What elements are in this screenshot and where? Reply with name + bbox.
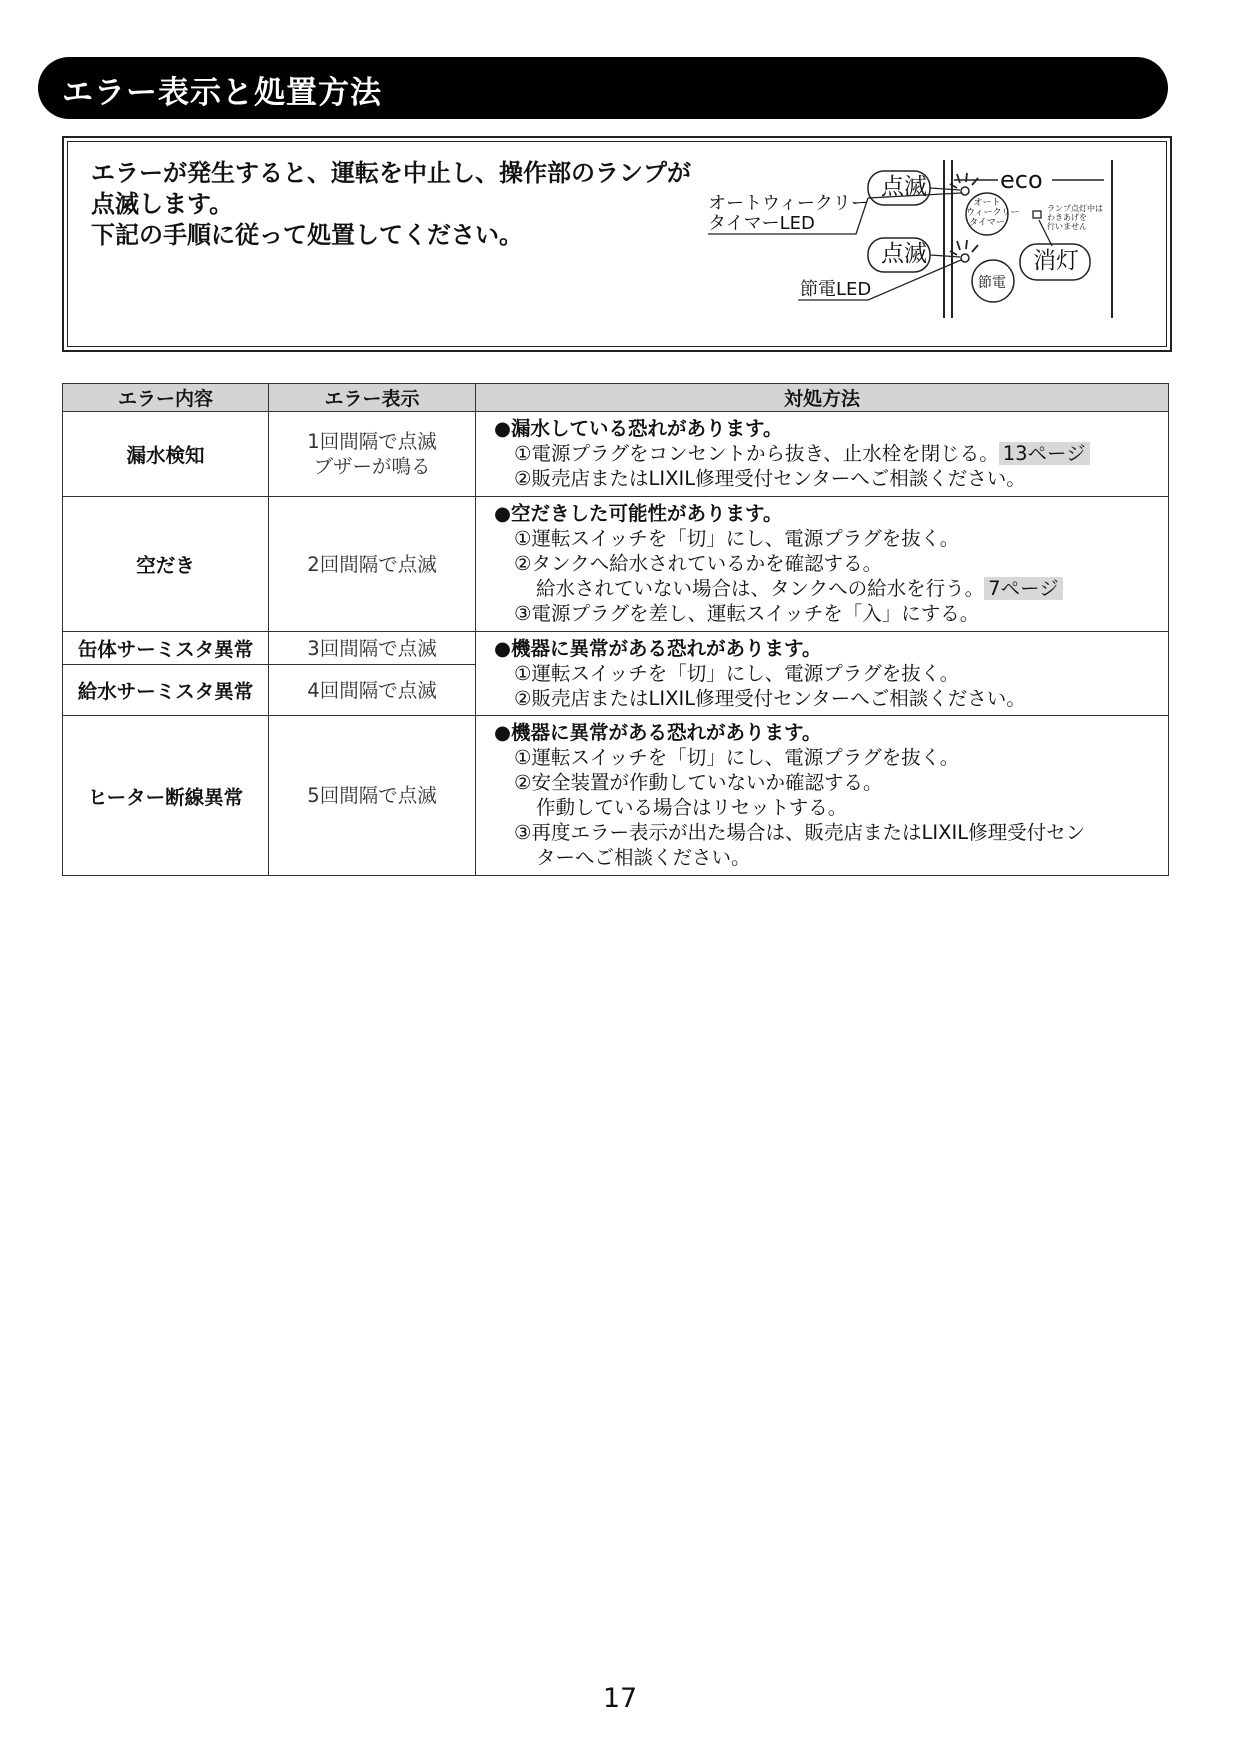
remedy-step: ③再度エラー表示が出た場合は、販売店またはLIXIL修理受付セン bbox=[514, 821, 1086, 844]
header-error-content: エラー内容 bbox=[63, 384, 269, 412]
notice-text bbox=[91, 158, 691, 251]
remedy-step: 作動している場合はリセットする。 bbox=[536, 796, 848, 819]
remedy-step: ①運転スイッチを「切」にし、電源プラグを抜く。 bbox=[514, 746, 960, 769]
error-display: 1回間隔で点滅 ブザーが鳴る bbox=[269, 412, 476, 497]
notice-line: 下記の手順に従って処置してください。 bbox=[91, 221, 523, 249]
blink-label: 点滅 bbox=[881, 241, 927, 267]
page-number: 17 bbox=[602, 1683, 638, 1714]
error-content: 給水サーミスタ異常 bbox=[63, 665, 269, 716]
timer-led-label: オートウィークリー bbox=[708, 193, 869, 214]
remedy-bullet: ●機器に異常がある恐れがあります。 bbox=[494, 721, 822, 744]
remedy-step: ③電源プラグを差し、運転スイッチを「入」にする。 bbox=[514, 602, 980, 625]
lamp-indicator bbox=[1033, 211, 1041, 218]
panel-drawing bbox=[708, 160, 1148, 330]
timer-led bbox=[961, 187, 969, 195]
timer-led-label: タイマーLED bbox=[708, 213, 815, 234]
off-label: 消灯 bbox=[1033, 248, 1079, 274]
error-content: 漏水検知 bbox=[63, 412, 269, 497]
remedy-step: ②安全装置が作動していないか確認する。 bbox=[514, 771, 883, 794]
error-display: 4回間隔で点滅 bbox=[269, 665, 476, 716]
timer-button-label: オート ウィークリー タイマー bbox=[966, 198, 1020, 228]
power-led-label: 節電LED bbox=[800, 279, 872, 300]
remedy-bullet: ●空だきした可能性があります。 bbox=[494, 502, 783, 525]
remedy-step: ②販売店またはLIXIL修理受付センターへご相談ください。 bbox=[514, 467, 1026, 490]
remedy-step: ②販売店またはLIXIL修理受付センターへご相談ください。 bbox=[514, 687, 1026, 710]
error-display: 2回間隔で点滅 bbox=[269, 497, 476, 632]
error-content: 缶体サーミスタ異常 bbox=[63, 632, 269, 665]
table-row bbox=[63, 716, 1169, 876]
error-content: ヒーター断線異常 bbox=[63, 716, 269, 876]
power-led bbox=[961, 254, 969, 262]
page-title: エラー表示と処置方法 bbox=[62, 75, 382, 111]
remedy bbox=[476, 716, 1169, 876]
lamp-note: ランプ点灯中は わきあげを 行いません bbox=[1047, 204, 1103, 231]
error-display: 5回間隔で点滅 bbox=[269, 716, 476, 876]
eco-label: eco bbox=[1000, 166, 1043, 194]
table-row bbox=[63, 632, 1169, 665]
header-remedy: 対処方法 bbox=[476, 384, 1169, 412]
blink-label: 点滅 bbox=[881, 174, 927, 200]
remedy-bullet: ●漏水している恐れがあります。 bbox=[494, 417, 783, 440]
notice-line: 点滅します。 bbox=[91, 190, 234, 218]
power-button-label: 節電 bbox=[978, 275, 1006, 291]
remedy-step: ①運転スイッチを「切」にし、電源プラグを抜く。 bbox=[514, 527, 960, 550]
table-row bbox=[63, 412, 1169, 497]
page-ref: 7ページ bbox=[984, 577, 1063, 600]
table-header-row bbox=[63, 384, 1169, 412]
table-row bbox=[63, 497, 1169, 632]
remedy bbox=[476, 412, 1169, 497]
control-panel-diagram bbox=[708, 160, 1148, 330]
remedy-step: ターへご相談ください。 bbox=[536, 846, 751, 869]
notice-line: エラーが発生すると、運転を中止し、操作部のランプが bbox=[91, 159, 691, 187]
header-error-display: エラー表示 bbox=[269, 384, 476, 412]
remedy-step: ①電源プラグをコンセントから抜き、止水栓を閉じる。 13ページ bbox=[494, 441, 1168, 466]
page-ref: 13ページ bbox=[999, 442, 1090, 465]
error-table bbox=[62, 383, 1169, 876]
remedy bbox=[476, 497, 1169, 632]
remedy-bullet: ●機器に異常がある恐れがあります。 bbox=[494, 637, 822, 660]
remedy-step: ②タンクへ給水されているかを確認する。 bbox=[514, 552, 883, 575]
error-content: 空だき bbox=[63, 497, 269, 632]
remedy bbox=[476, 632, 1169, 716]
remedy-step: 給水されていない場合は、タンクへの給水を行う。 7ページ bbox=[494, 576, 1168, 601]
error-display: 3回間隔で点滅 bbox=[269, 632, 476, 665]
remedy-step: ①運転スイッチを「切」にし、電源プラグを抜く。 bbox=[514, 662, 960, 685]
section-header bbox=[38, 57, 1168, 119]
